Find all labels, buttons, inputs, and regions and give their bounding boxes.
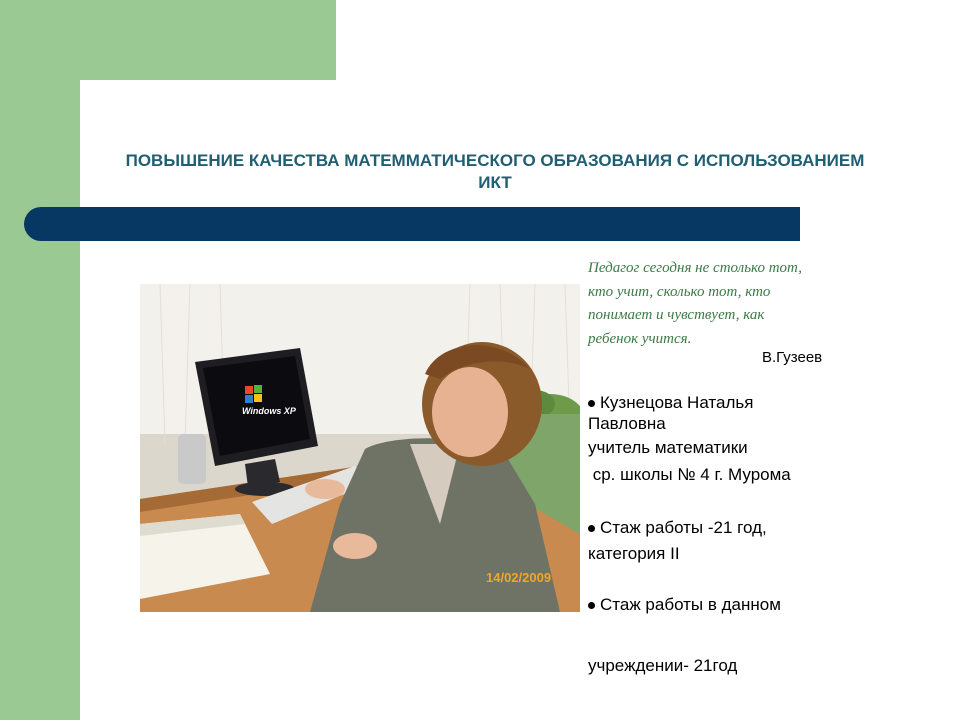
experience-line-2: категория II [588,544,680,563]
quote-line-4: ребенок учится. [588,330,692,347]
experience-line-1 [588,518,767,538]
title-underline-bar [24,207,800,241]
svg-text:Windows XP: Windows XP [242,406,296,416]
bullet-icon [588,525,595,532]
local-experience-line-2: учреждении- 21год [588,656,738,675]
teacher-school: ср. школы № 4 г. Мурома [588,465,791,484]
teacher-name-line-2: Павловна [588,414,666,433]
local-experience-text: Стаж работы в данном [600,595,781,614]
epigraph-quote [588,257,888,366]
green-left-band [0,0,80,720]
bullet-icon [588,602,595,609]
teacher-name: Кузнецова Наталья [600,393,754,412]
quote-line-2: кто учит, сколько тот, кто [588,283,771,300]
local-experience-line-1 [588,595,781,615]
bullet-icon [588,400,595,407]
teacher-photo [140,284,580,612]
experience-text: Стаж работы -21 год, [600,518,767,537]
teacher-position: учитель математики [588,438,748,457]
teacher-name-line-1 [588,393,753,413]
quote-author: В.Гузеев [762,349,823,366]
quote-line-1: Педагог сегодня не столько тот, [588,260,802,276]
quote-line-3: понимает и чувствует, как [588,307,765,323]
green-top-block [80,0,336,80]
slide-title: ПОВЫШЕНИЕ КАЧЕСТВА МАТЕММАТИЧЕСКОГО ОБРАЗОВАНИЯ С ИСПОЛЬЗОВАНИЕМ ИКТ [125,151,865,192]
photo-date-stamp: 14/02/2009 [486,570,552,585]
